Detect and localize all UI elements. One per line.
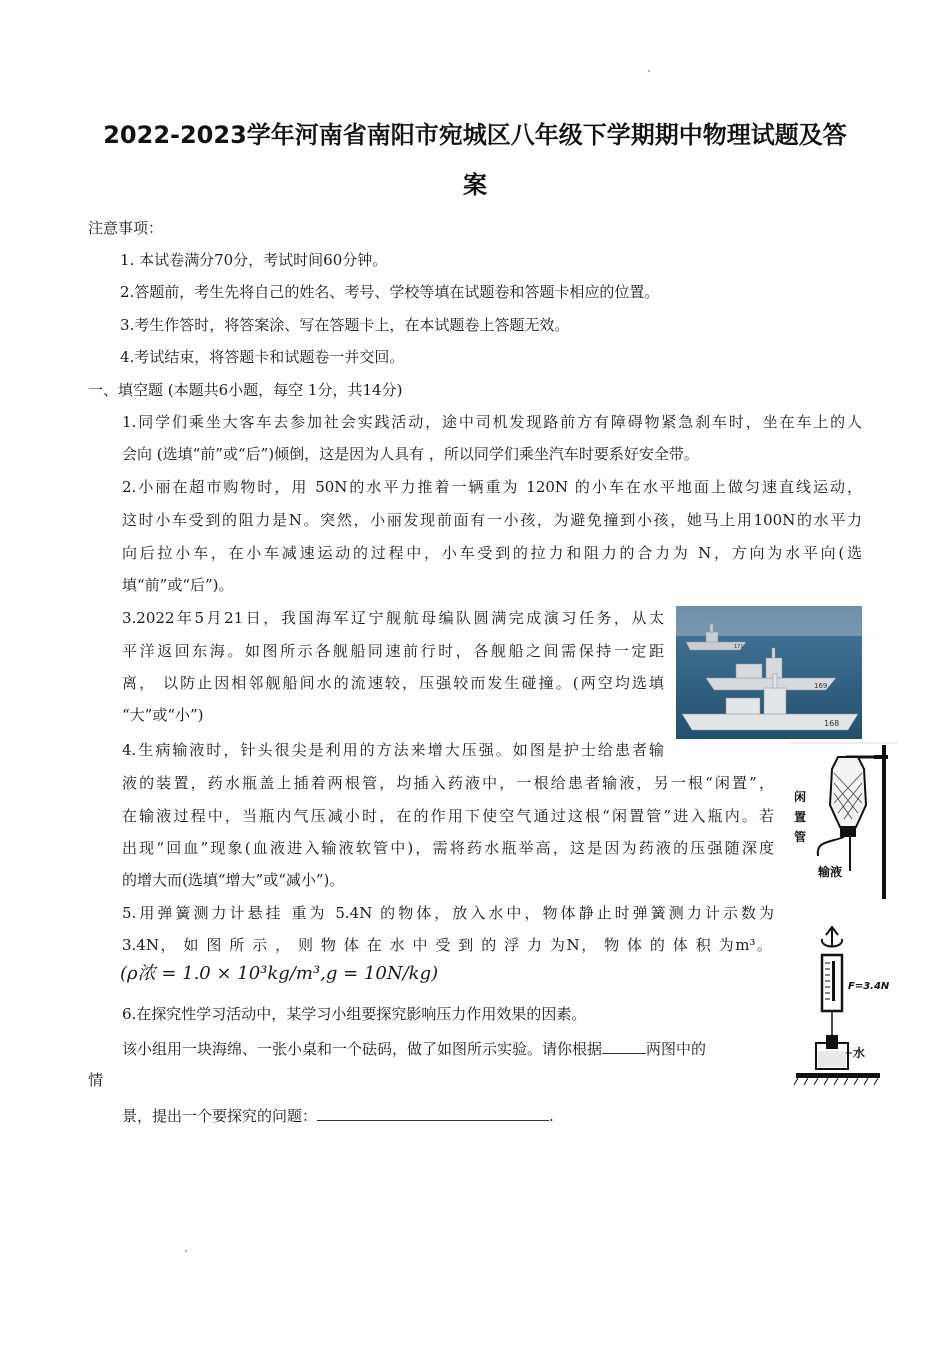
- spring-reading: F=3.4N: [848, 981, 890, 992]
- q2-line1: 2.小丽在超市购物时，用 50N的水平力推着一辆重为 120N 的小车在水平地面上做匀速直线运动，: [122, 478, 862, 496]
- q3-line3: 离， 以防止因相邻舰船间水的流速较，压强较而发生碰撞。(两空均选填: [122, 674, 664, 692]
- q3-line2: 平洋返回东海。如图所示各舰船同速前行时，各舰船之间需保持一定距: [122, 642, 664, 660]
- q2-line4: 填“前”或“后”)。: [122, 576, 234, 594]
- label-idle-2: 置: [794, 810, 807, 824]
- q2-line3: 向后拉小车，在小车减速运动的过程中，小车受到的拉力和阻力的合力为 N，方向为水平向(选: [122, 544, 862, 562]
- section1-heading: 一、填空题 (本题共6小题，每空 1分，共14分): [88, 381, 403, 399]
- q4-line4: 出现“回血”现象(血液进入输液软管中)，需将药水瓶举高，这是因为药液的压强随深度: [122, 839, 774, 857]
- q6-line2-tail: 两图中的: [646, 1040, 707, 1058]
- label-idle-1: 闲: [794, 790, 807, 804]
- q6-line4-period: .: [549, 1107, 554, 1125]
- q5-line2: 3.4N， 如 图 所 示 ， 则 物 体 在 水 中 受 到 的 浮 力 为N， 物 体 的 体 积 为m³。: [122, 936, 772, 954]
- spring-scale-figure: [792, 925, 902, 1090]
- notes-heading: 注意事项：: [88, 219, 164, 237]
- note-4: 4.考试结束，将答题卡和试题卷一并交回。: [120, 348, 405, 366]
- iv-drip-figure: [788, 741, 898, 901]
- fleet-photo: [676, 606, 862, 739]
- q5-constants: (ρ浓 = 1.0 × 10³kg/m³,g = 10N/kg): [120, 963, 439, 984]
- label-infuse: 输液: [818, 865, 843, 879]
- q6-line2: [122, 1038, 706, 1059]
- q1-line2: 会向 (选填“前”或“后”)倾倒，这是因为人具有 ，所以同学们乘坐汽车时要系好安全带。: [122, 445, 699, 463]
- doc-title-line1: 2022-2023学年河南省南阳市宛城区八年级下学期期中物理试题及答: [103, 121, 847, 149]
- q6-blank-question: [317, 1105, 549, 1121]
- q6-line4: [122, 1105, 554, 1126]
- q3-line4: “大”或“小”): [122, 706, 204, 724]
- doc-title-line2: 案: [463, 171, 487, 199]
- q2-line2: 这时小车受到的阻力是N。突然，小丽发现前面有一小孩，为避免撞到小孩，她马上用100N的水平力: [122, 511, 862, 529]
- q4-line2: 液的装置，药水瓶盖上插着两根管，均插入药液中，一根给患者输液，另一根“闲置”，: [122, 774, 774, 792]
- label-idle-3: 管: [794, 830, 807, 844]
- q6-line4-text: 景，提出一个要探究的问题：: [122, 1107, 318, 1125]
- q4-line3: 在输液过程中，当瓶内气压减小时，在的作用下使空气通过这根“闲置管”进入瓶内。若: [122, 807, 774, 825]
- water-label: 水: [853, 1046, 866, 1060]
- q6-blank-figures: [602, 1038, 646, 1054]
- hull-number-168: 168: [824, 719, 840, 728]
- note-1: 1. 本试卷满分70分，考试时间60分钟。: [120, 251, 388, 269]
- hull-number-171: 171: [734, 644, 744, 650]
- q4-line5: 的增大而(选填“增大”或“减小”)。: [122, 871, 345, 889]
- scan-speck: [648, 70, 650, 72]
- q6-line1: 6.在探究性学习活动中，某学习小组要探究影响压力作用效果的因素。: [122, 1005, 587, 1023]
- note-3: 3.考生作答时，将答案涂、写在答题卡上，在本试题卷上答题无效。: [120, 316, 570, 334]
- q6-line2-text: 该小组用一块海绵、一张小桌和一个砝码，做了如图所示实验。请你根据: [122, 1040, 603, 1058]
- q4-line1: 4.生病输液时，针头很尖是利用的方法来增大压强。如图是护士给患者输: [122, 741, 664, 759]
- scan-speck: [185, 1250, 187, 1252]
- q6-line3: 情: [88, 1071, 104, 1089]
- q1-line1: 1.同学们乘坐大客车去参加社会实践活动，途中司机发现路前方有障碍物紧急刹车时，坐在车上的人: [122, 413, 862, 431]
- hull-number-169: 169: [814, 682, 828, 690]
- q3-line1: 3.2022年5月21日，我国海军辽宁舰航母编队圆满完成演习任务，从太: [122, 609, 664, 627]
- note-2: 2.答题前，考生先将自己的姓名、考号、学校等填在试题卷和答题卡相应的位置。: [120, 283, 660, 301]
- q5-line1: 5.用弹簧测力计悬挂 重为 5.4N 的物体，放入水中，物体静止时弹簧测力计示数为: [122, 904, 774, 922]
